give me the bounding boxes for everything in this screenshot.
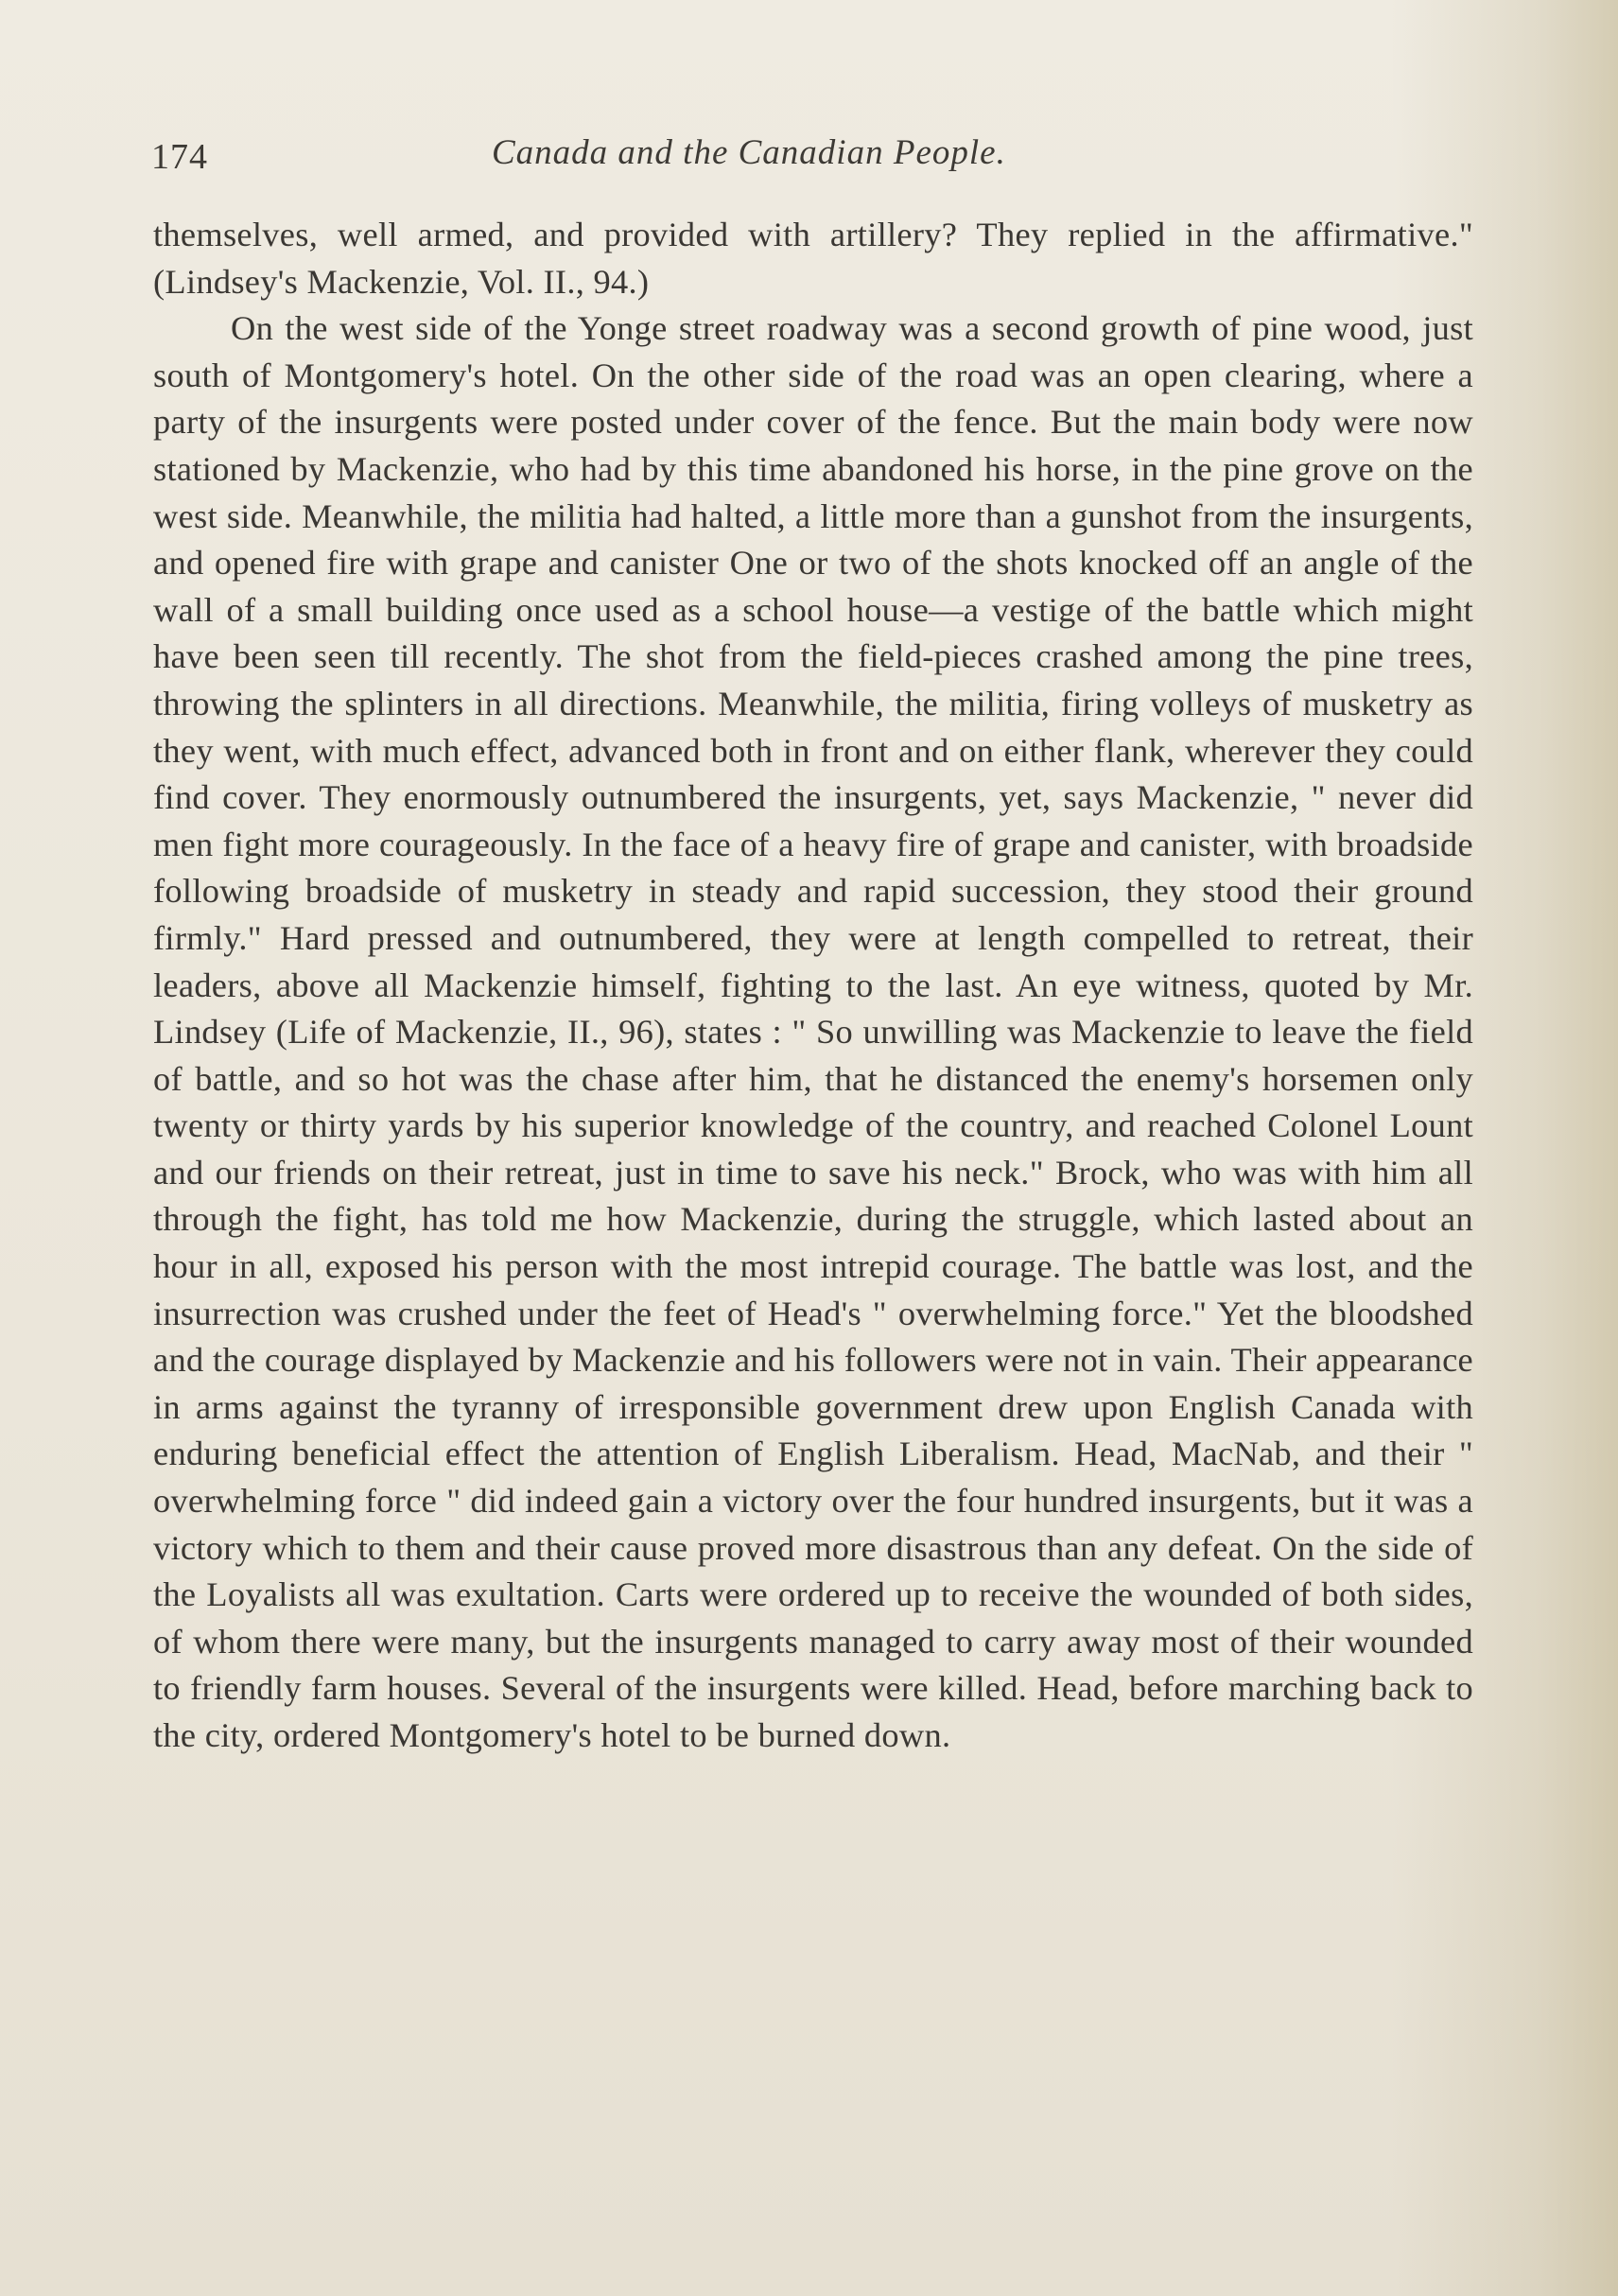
paragraph: On the west side of the Yonge street roadway was a second growth of pine wood, just south of Montgomery's hotel. On the other side of the road was an open clearing, where a party of the insurgents were posted under cover of the fence. But the main body were now stationed by Mackenzie, who had by this time abandoned his horse, in the pine grove on the west side. Meanwhile, the militia had halted, a little more than a gunshot from the insurgents, and opened fire with grape and canister One or two of the shots knocked off an angle of the wall of a small building once used as a school house—a vestige of the battle which might have been seen till recently. The shot from the field-pieces crashed among the pine trees, throwing the splinters in all directions. Meanwhile, the militia, firing volleys of musketry as they went, with much effect, advanced both in front and on either flank, wherever they could find cover. They enormously outnumbered the insurgents, yet, says Mackenzie, " never did men fight more courageously. In the face of a heavy fire of grape and canister, with broadside following broadside of musketry in steady and rapid succession, they stood their ground firmly." Hard pressed and outnumbered, they were at length compelled to retreat, their leaders, above all Mackenzie himself, fighting to the last. An eye witness, quoted by Mr. Lindsey (Life of Mackenzie, II., 96), states : " So unwilling was Mackenzie to leave the field of battle, and so hot was the chase after him, that he distanced the enemy's horsemen only twenty or thirty yards by his superior knowledge of the country, and reached Colonel Lount and our friends on their retreat, just in time to save his neck." Brock, who was with him all through the fight, has told me how Mackenzie, during the struggle, which lasted about an hour in all, exposed his person with the most intrepid courage. The battle was lost, and the insurrection was crushed under the feet of Head's " overwhelming force." Yet the bloodshed and the courage displayed by Mackenzie and his followers were not in vain. Their appearance in arms against the tyranny of irresponsible government drew upon English Canada with enduring beneficial effect the attention of English Liberalism. Head, MacNab, and their " overwhelming force " did indeed gain a victory over the four hundred insurgents, but it was a victory which to them and their cause proved more disastrous than any defeat. On the side of the Loyalists all was exultation. Carts were ordered up to receive the wounded of both sides, of whom there were many, but the insurgents managed to carry away most of their wounded to friendly farm houses. Several of the insurgents were killed. Head, before marching back to the city, ordered Montgomery's hotel to be burned down. bbox=[153, 309, 1473, 1754]
page-number: 174 bbox=[151, 137, 208, 177]
page-header bbox=[151, 132, 1475, 189]
paragraph-continuation: themselves, well armed, and provided with artillery? They replied in the affirmative." (Lindsey's Mackenzie, Vol. II., 94.) bbox=[153, 216, 1473, 301]
body-text bbox=[153, 212, 1473, 1760]
running-title: Canada and the Canadian People. bbox=[492, 133, 1006, 172]
